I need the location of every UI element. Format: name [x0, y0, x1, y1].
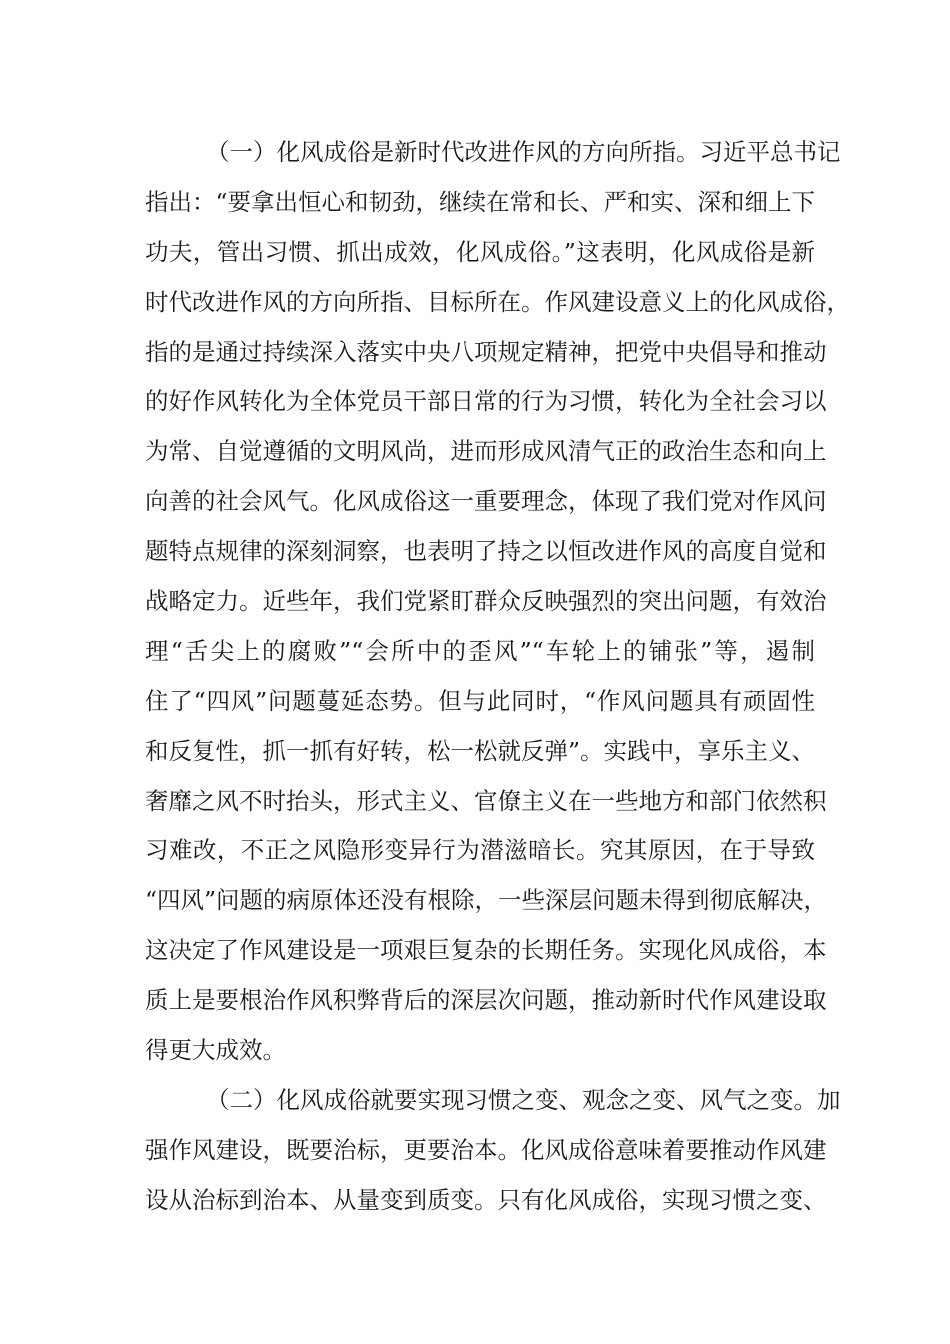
paragraph-1 — [145, 128, 850, 1076]
paragraph-line: 指出：“要拿出恒心和韧劲，继续在常和长、严和实、深和细上下 — [145, 187, 816, 216]
paragraph-line: 和反复性，抓一抓有好转，松一松就反弹”。实践中，享乐主义、 — [145, 736, 816, 765]
paragraph-2 — [145, 1076, 841, 1226]
paragraph-line: 题特点规律的深刻洞察，也表明了持之以恒改进作风的高度自觉和 — [145, 537, 827, 566]
paragraph-line: 习难改，不正之风隐形变异行为潜滋暗长。究其原因，在于导致 — [145, 836, 815, 865]
paragraph-line: 得更大成效。 — [145, 1036, 286, 1065]
paragraph-line: 指的是通过持续深入落实中央八项规定精神，把党中央倡导和推动 — [145, 337, 827, 366]
paragraph-line: 这决定了作风建设是一项艰巨复杂的长期任务。实现化风成俗，本 — [145, 936, 827, 965]
paragraph-line: （一）化风成俗是新时代改进作风的方向所指。习近平总书记 — [206, 138, 841, 166]
paragraph-line: 住了“四风”问题蔓延态势。但与此同时，“作风问题具有顽固性 — [145, 686, 815, 715]
paragraph-line: 奢靡之风不时抬头，形式主义、官僚主义在一些地方和部门依然积 — [145, 786, 827, 815]
paragraph-line: 强作风建设，既要治标，更要治本。化风成俗意味着要推动作风建 — [145, 1135, 827, 1164]
paragraph-line: 向善的社会风气。化风成俗这一重要理念，体现了我们党对作风问 — [145, 487, 827, 516]
paragraph-line: 为常、自觉遵循的文明风尚，进而形成风清气正的政治生态和向上 — [145, 437, 827, 466]
paragraph-line: 理“舌尖上的腐败”“会所中的歪风”“车轮上的铺张”等，遏制 — [145, 636, 815, 665]
paragraph-line: 功夫，管出习惯、抓出成效，化风成俗。”这表明，化风成俗是新 — [145, 237, 815, 266]
paragraph-line: 的好作风转化为全体党员干部日常的行为习惯，转化为全社会习以 — [145, 387, 827, 416]
document-body — [145, 128, 850, 1226]
paragraph-line: 时代改进作风的方向所指、目标所在。作风建设意义上的化风成俗， — [145, 287, 850, 316]
paragraph-line: 质上是要根治作风积弊背后的深层次问题，推动新时代作风建设取 — [145, 986, 827, 1015]
paragraph-line: 设从治标到治本、从量变到质变。只有化风成俗，实现习惯之变、 — [145, 1185, 827, 1214]
paragraph-line: 战略定力。近些年，我们党紧盯群众反映强烈的突出问题，有效治 — [145, 587, 827, 616]
paragraph-line: （二）化风成俗就要实现习惯之变、观念之变、风气之变。加 — [206, 1085, 841, 1114]
paragraph-line: “四风”问题的病原体还没有根除，一些深层问题未得到彻底解决， — [145, 886, 828, 915]
